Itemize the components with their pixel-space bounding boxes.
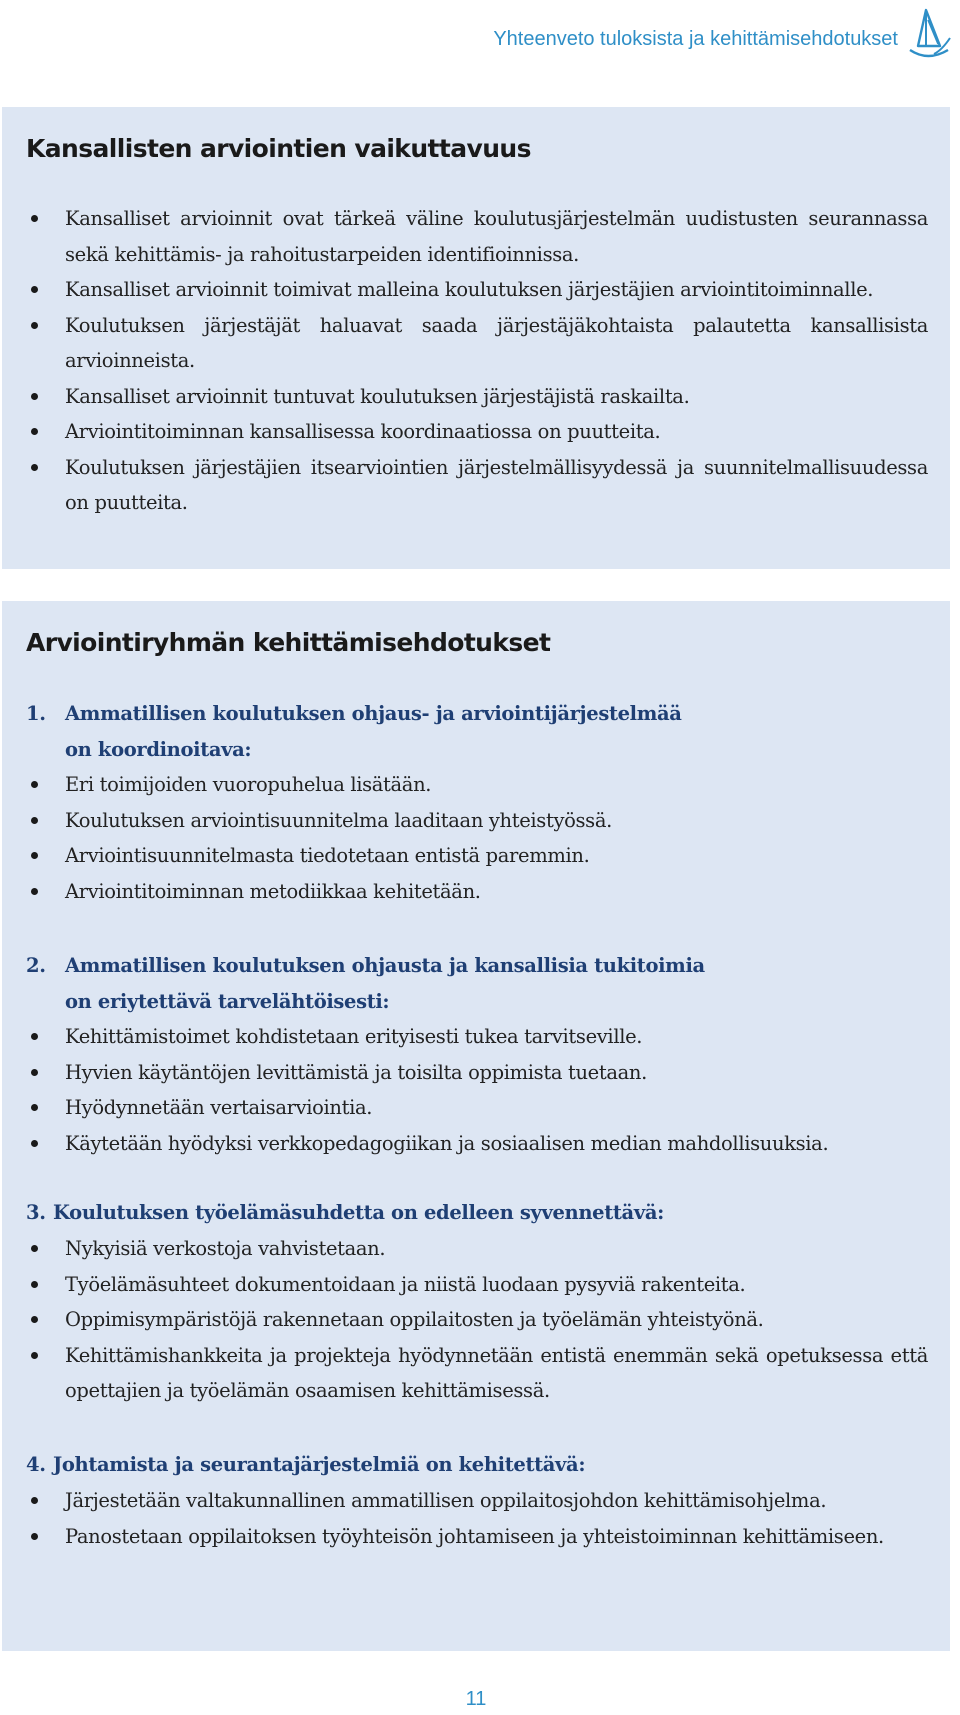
recommendation-heading: 2. Ammatillisen koulutuksen ohjausta ja kansallisia tukitoimia on eriytettävä tarvelähtöisesti: — [26, 954, 705, 1013]
bullet-icon — [31, 852, 38, 859]
impact-panel — [2, 107, 950, 569]
sailboat-logo-icon — [904, 6, 952, 64]
list-item: Koulutuksen järjestäjien itsearviointien järjestelmällisyydessä ja suunnitelmallisuudessa on puutteita. — [26, 450, 928, 521]
bullet-icon — [31, 1245, 38, 1252]
bullet-icon — [31, 215, 38, 222]
recommendation-heading: 4. Johtamista ja seurantajärjestelmiä on kehitettävä: — [26, 1453, 586, 1476]
list-item: Järjestetään valtakunnallinen ammatillisen oppilaitosjohdon kehittämisohjelma. — [26, 1483, 928, 1519]
list-item: Panostetaan oppilaitoksen työyhteisön johtamiseen ja yhteistoiminnan kehittämiseen. — [26, 1519, 928, 1555]
bullet-list — [26, 767, 928, 909]
bullet-icon — [31, 888, 38, 895]
list-item: Kansalliset arvioinnit ovat tärkeä väline koulutusjärjestelmän uudistusten seurannassa sekä kehittämis- ja rahoitustarpeiden identifioinnissa. — [26, 201, 928, 272]
list-item: Käytetään hyödyksi verkkopedagogiikan ja sosiaalisen median mahdollisuuksia. — [26, 1126, 928, 1162]
bullet-icon — [31, 322, 38, 329]
list-item: Kehittämishankkeita ja projekteja hyödynnetään entistä enemmän sekä opetuksessa että opettajien ja työelämän osaamisen kehittämisessä. — [26, 1338, 928, 1409]
list-item: Hyödynnetään vertaisarviointia. — [26, 1090, 928, 1126]
list-item: Oppimisympäristöjä rakennetaan oppilaitosten ja työelämän yhteistyönä. — [26, 1302, 928, 1338]
list-item: Koulutuksen järjestäjät haluavat saada järjestäjäkohtaista palautetta kansallisista arvioinneista. — [26, 308, 928, 379]
bullet-icon — [31, 1069, 38, 1076]
list-item: Kansalliset arvioinnit tuntuvat koulutuksen järjestäjistä raskailta. — [26, 379, 928, 415]
running-header-title: Yhteenveto tuloksista ja kehittämisehdotukset — [493, 28, 898, 50]
list-item: Arviointisuunnitelmasta tiedotetaan entistä paremmin. — [26, 838, 928, 874]
bullet-icon — [31, 1104, 38, 1111]
bullet-list — [26, 1019, 928, 1161]
bullet-icon — [31, 393, 38, 400]
page-number: 11 — [465, 1688, 487, 1710]
bullet-icon — [31, 1497, 38, 1504]
list-item: Hyvien käytäntöjen levittämistä ja toisilta oppimista tuetaan. — [26, 1055, 928, 1091]
bullet-icon — [31, 1033, 38, 1040]
bullet-icon — [31, 781, 38, 788]
page-header — [0, 0, 960, 80]
bullet-icon — [31, 428, 38, 435]
recommendation-heading: 3. Koulutuksen työelämäsuhdetta on edelleen syvennettävä: — [26, 1201, 664, 1224]
recommendation-heading: 1. Ammatillisen koulutuksen ohjaus- ja arviointijärjestelmää on koordinoitava: — [26, 702, 682, 761]
list-item: Eri toimijoiden vuoropuhelua lisätään. — [26, 767, 928, 803]
bullet-list — [26, 1231, 928, 1409]
list-item: Kehittämistoimet kohdistetaan erityisesti tukea tarvitseville. — [26, 1019, 928, 1055]
list-item: Työelämäsuhteet dokumentoidaan ja niistä luodaan pysyviä rakenteita. — [26, 1267, 928, 1303]
bullet-icon — [31, 1281, 38, 1288]
bullet-list — [26, 1483, 928, 1554]
section-title: Arviointiryhmän kehittämisehdotukset — [26, 628, 551, 657]
bullet-icon — [31, 1533, 38, 1540]
section-title: Kansallisten arviointien vaikuttavuus — [26, 134, 531, 163]
bullet-icon — [31, 817, 38, 824]
bullet-icon — [31, 1352, 38, 1359]
bullet-icon — [31, 464, 38, 471]
list-item: Arviointitoiminnan metodiikkaa kehitetään. — [26, 874, 928, 910]
list-item: Nykyisiä verkostoja vahvistetaan. — [26, 1231, 928, 1267]
bullet-list — [26, 201, 928, 521]
list-item: Koulutuksen arviointisuunnitelma laaditaan yhteistyössä. — [26, 803, 928, 839]
bullet-icon — [31, 1316, 38, 1323]
list-item: Kansalliset arvioinnit toimivat malleina koulutuksen järjestäjien arviointitoiminnalle. — [26, 272, 928, 308]
recommendations-panel — [2, 601, 950, 1651]
bullet-icon — [31, 1140, 38, 1147]
bullet-icon — [31, 286, 38, 293]
list-item: Arviointitoiminnan kansallisessa koordinaatiossa on puutteita. — [26, 414, 928, 450]
